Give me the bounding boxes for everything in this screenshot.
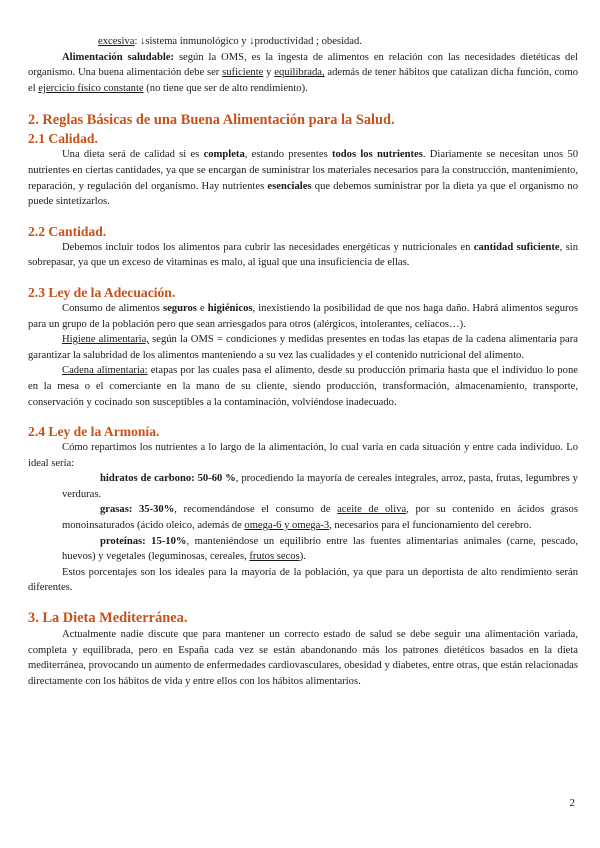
section-2-4-heading: 2.4 Ley de la Armonía. [28, 424, 160, 440]
cantidad-paragraph: Debemos incluir todos los alimentos para cubrir las necesidades energéticas y nutricionales en cantidad suficiente, sin sobrepasar, ya que un exceso de vitaminas es malo, al igual que una insuficiencia de ellas. [28, 241, 578, 269]
calidad-paragraph: Una dieta será de calidad si es completa, estando presentes todos los nutrientes. Diariamente se necesitan unos 50 nutrientes en ciertas cantidades, ya que se encargan de suministrar los materiales necesarios para la construcción, mantenimiento, reparación, y regulación del organismo. Hay nutrientes esenciales que debemos suministrar por la dieta ya que el organismo no puede sintetizarlos. [28, 149, 578, 208]
section-2-2-heading: 2.2 Cantidad. [28, 223, 107, 239]
section-2-3-heading: 2.3 Ley de la Adecuación. [28, 284, 176, 300]
section-3-heading: 3. La Dieta Mediterránea. [28, 610, 188, 627]
armonia-closing: Estos porcentajes son los ideales para la mayoría de la población, ya que para un deportista de alto rendimiento serán diferentes. [28, 566, 578, 594]
mediterranea-paragraph: Actualmente nadie discute que para mantener un correcto estado de salud se debe seguir una alimentación variada, completa y equilibrada, pero en España cada vez se están abandonando más los patrones dietéticos basados en la dieta mediterránea, provocando un aumento de enfermedades cardiovasculares, obesidad y diabetes, entre otras, que están relacionadas directamente con los hábitos de vida y entre ellos con los hábitos alimentarios. [28, 629, 578, 687]
adecuacion-paragraph: Consumo de alimentos seguros e higiénicos, inexistiendo la posibilidad de que nos haga daño. Habrá alimentos seguros para un grupo de la población pero que sean arriesgados para otros (alérgicos, intolerantes, celíacos…). [28, 302, 578, 330]
section-2-heading: 2. Reglas Básicas de una Buena Alimentación para la Salud. [28, 112, 395, 129]
cadena-paragraph: Cadena alimentaria: etapas por las cuales pasa el alimento, desde su producción primaria hasta que el individuo lo pone en la mesa o el comerciante en la mano de su cliente, siendo producción, transformación, almacenamiento, transporte, conservación y cocinado son susceptibles a la contaminación, volviéndose inadecuado. [28, 365, 578, 408]
section-2-1-heading: 2.1 Calidad. [28, 131, 98, 147]
excesiva-term: excesiva [98, 36, 135, 47]
document-page [28, 34, 578, 689]
alimentacion-label: Alimentación saludable: [62, 51, 175, 63]
armonia-intro: Cómo repartimos los nutrientes a lo largo de la alimentación, lo cual varía en cada situación y entre cada individuo. Lo ideal sería: [28, 442, 578, 469]
grasas-item: grasas: 35-30%, recomendándose el consumo de aceite de oliva, por su contenido en ácidos grasos monoinsaturados (ácido oleico, además de omega-6 y omega-3, necesarios para el funcionamiento del cerebro. [62, 504, 578, 532]
alimentacion-paragraph: Alimentación saludable: según la OMS, es la ingesta de alimentos en relación con las necesidades dietéticas del organismo. Una buena alimentación debe ser suficiente y equilibrada, además de tener hábitos que catalizan dicha función, como el ejercicio físico constante (no tiene que ser de alto rendimiento). [28, 51, 579, 94]
proteinas-item: proteínas: 15-10%, manteniéndose un equilibrio entre las fuentes alimentarias animales (carne, pescado, huevos) y vegetales (leguminosas, cereales, frutos secos). [62, 535, 578, 563]
top-line: excesiva: ↓sistema inmunológico y ↓productividad ; obesidad. [98, 36, 362, 47]
higiene-paragraph: Higiene alimentaria, según la OMS = condiciones y medidas presentes en todas las etapas de la cadena alimentaria para garantizar la salubridad de los alimentos manteniendo a su vez las cualidades y el contenido nutricional del alimento. [28, 334, 578, 361]
page-number: 2 [569, 797, 575, 809]
hidratos-item: hidratos de carbono: 50-60 %, procediendo la mayoría de cereales integrales, arroz, pasta, frutas, legumbres y verduras. [62, 473, 578, 500]
